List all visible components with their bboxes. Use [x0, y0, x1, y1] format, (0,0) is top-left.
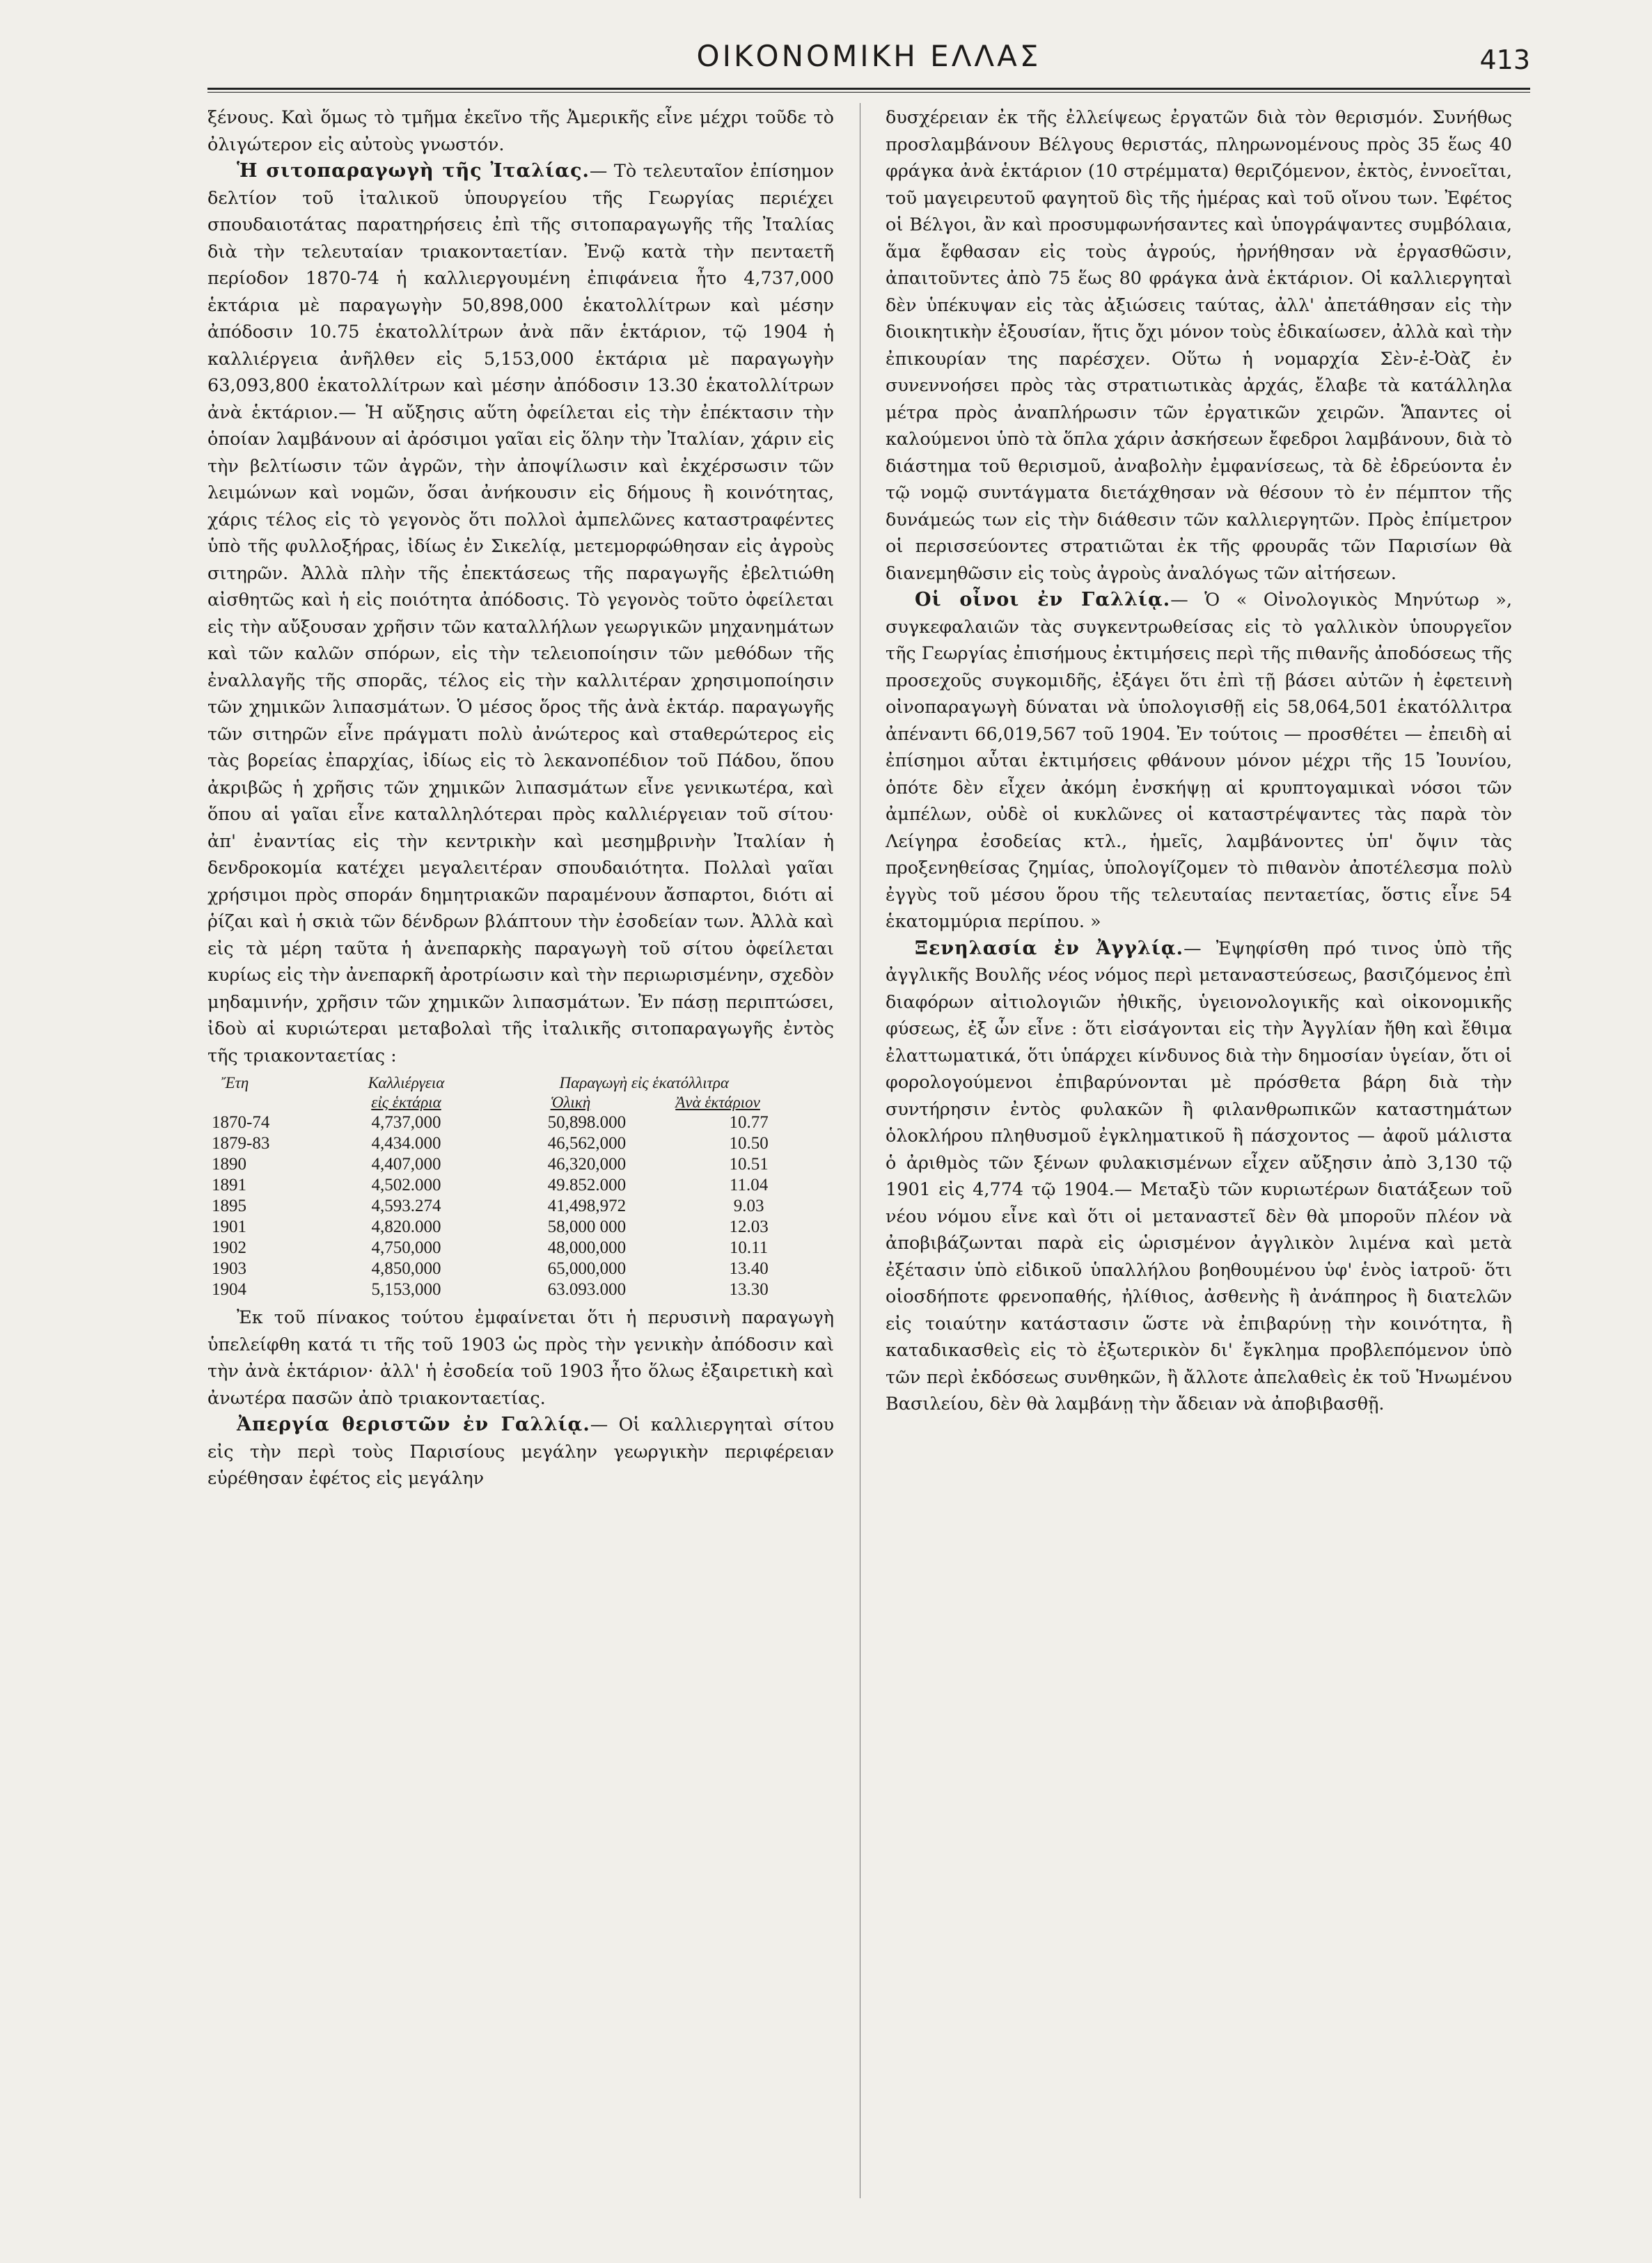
table-row [207, 1238, 806, 1259]
table-cell-total: 63.093.000 [547, 1280, 627, 1299]
section-heading-italian-wheat: Ἡ σιτοπαραγωγὴ τῆς Ἰταλίας. [237, 160, 590, 182]
table-cell-per-hectare: 11.04 [729, 1176, 769, 1194]
table-cell-total: 50,898.000 [547, 1113, 627, 1132]
table-header-area-line2: εἰς ἑκτάρια [371, 1094, 441, 1111]
table-cell-per-hectare: 12.03 [729, 1217, 769, 1236]
page-number: 413 [1479, 45, 1530, 75]
table-header-per-hectare: Ἀνὰ ἑκτάριον [675, 1094, 760, 1111]
section-text-wines-france: — Ὁ « Οἰνολογικὸς Μηνύτωρ », συγκεφαλαιῶν τὰς συγκεντρωθείσας εἰς τὸ γαλλικὸν ὑπουργεῖον τῆς Γεωργίας ἐπισήμους ἐκτιμήσεις περὶ τῆς πιθανῆς ἀποδόσεως τῆς προσεχοῦς συγκομιδῆς, ἐξάγει ὅτι ἐπὶ τῇ βάσει αὐτῶν ἡ ἐφετεινὴ οἰνοπαραγωγὴ δύναται νὰ ὑπολογισθῇ εἰς 58,064,501 ἑκατόλλιτρα ἀπέναντι 66,019,567 τοῦ 1904. Ἐν τούτοις — προσθέτει — ἐπειδὴ αἱ ἐπίσημοι αὗται ἐκτιμήσεις φθάνουν μόνον μέχρι τῆς 15 Ἰουνίου, ὁπότε δὲν εἶχεν ἀκόμη ἐνσκήψῃ αἱ κρυπτογαμικαὶ νόσοι τῶν ἀμπέλων, οὐδὲ οἱ κυκλῶνες οἱ καταστρέψαντες τὰς παρὰ τὸν Λείγηρα ἐσοδείας κτλ., ἡμεῖς, λαμβάνοντες ὑπ' ὄψιν τὰς προξενηθείσας ζημίας, ὑπολογίζομεν τὸ πιθανὸν ἀποτέλεσμα πολὺ ἐγγὺς τοῦ μέσου ὅρου τῆς τελευταίας πενταετίας, ὅστις εἶνε 54 ἑκατομμύρια περίπου. » [886, 590, 1512, 932]
table-header-production-label: Παραγωγὴ εἰς ἑκατόλλιτρα [559, 1074, 729, 1091]
section-expulsion-england [886, 936, 1512, 1418]
table-cell-per-hectare: 9.03 [733, 1197, 764, 1215]
section-reapers-strike [207, 1412, 834, 1492]
section-text-reapers-strike: — Οἱ καλλιεργηταὶ σίτου εἰς τὴν περὶ τοὺς Παρισίους μεγάλην γεωργικὴν περιφέρειαν εὑρέθησαν ἐφέτος εἰς μεγάλην [207, 1414, 834, 1489]
table-row [207, 1154, 806, 1175]
section-heading-reapers-strike: Ἀπεργία θεριστῶν ἐν Γαλλίᾳ. [237, 1414, 590, 1435]
table-cell-total: 49.852.000 [547, 1176, 627, 1194]
after-table-paragraph: Ἐκ τοῦ πίνακος τούτου ἐμφαίνεται ὅτι ἡ περυσινὴ παραγωγὴ ὑπελείφθη κατά τι τῆς τοῦ 1903 ὡς πρὸς τὴν γενικὴν ἀπόδοσιν καὶ τὴν ἀνὰ ἑκτάριον· ἀλλ' ἡ ἐσοδεία τοῦ 1903 ἦτο ὅλως ἐξαιρετικὴ καὶ ἀνωτέρα πασῶν ἀπὸ τριακονταετίας. [207, 1307, 834, 1409]
table-cell-total: 48,000,000 [547, 1238, 627, 1257]
table-header-years: Ἔτη [221, 1074, 249, 1091]
table-header-production [482, 1073, 807, 1112]
table-cell-total: 46,320,000 [547, 1155, 627, 1174]
table-cell-total: 41,498,972 [547, 1197, 627, 1215]
table-cell-per-hectare: 13.30 [729, 1280, 769, 1299]
table-row [207, 1112, 806, 1133]
table-cell-area: 4,502.000 [371, 1176, 441, 1194]
table-row [207, 1259, 806, 1279]
table-cell-area: 4,850,000 [371, 1259, 441, 1278]
section-heading-expulsion-england: Ξενηλασία ἐν Ἀγγλίᾳ. [915, 937, 1184, 959]
table-cell-total: 65,000,000 [547, 1259, 627, 1278]
left-column [207, 104, 834, 1492]
table-cell-area: 4,820.000 [371, 1217, 441, 1236]
table-cell-area: 4,434.000 [371, 1134, 441, 1153]
table-row [207, 1133, 806, 1154]
table-cell-area: 4,407,000 [371, 1155, 441, 1174]
right-column [886, 104, 1512, 1418]
table-cell-year: 1879-83 [212, 1134, 270, 1153]
table-cell-per-hectare: 10.50 [729, 1134, 769, 1153]
table-cell-per-hectare: 10.11 [729, 1238, 769, 1257]
table-cell-year: 1904 [212, 1280, 246, 1299]
section-italian-wheat [207, 158, 834, 1069]
table-cell-total: 58,000 000 [547, 1217, 627, 1236]
table-cell-year: 1870-74 [212, 1113, 270, 1132]
table-cell-per-hectare: 10.51 [729, 1155, 769, 1174]
section-heading-wines-france: Οἱ οἶνοι ἐν Γαλλίᾳ. [915, 589, 1171, 610]
table-cell-year: 1901 [212, 1217, 246, 1236]
table-row [207, 1217, 806, 1238]
table-header-area [330, 1073, 482, 1112]
table-cell-area: 4,750,000 [371, 1238, 441, 1257]
table-cell-year: 1890 [212, 1155, 246, 1174]
table-row [207, 1196, 806, 1217]
table-cell-area: 4,593.274 [371, 1197, 441, 1215]
table-cell-year: 1895 [212, 1197, 246, 1215]
continuation-paragraph: δυσχέρειαν ἐκ τῆς ἐλλείψεως ἐργατῶν διὰ τὸν θερισμόν. Συνήθως προσλαμβάνουν Βέλγους θεριστάς, πληρωνομένους πρὸς 35 ἕως 40 φράγκα ἀνὰ ἑκτάριον (10 στρέμματα) θεριζόμενον, ἐκτὸς, ἐννοεῖται, τοῦ μαγειρευτοῦ φαγητοῦ δὶς τῆς ἡμέρας καὶ τοῦ οἴνου των. Ἐφέτος οἱ Βέλγοι, ἂν καὶ προσυμφωνήσαντες καὶ ὑπογράψαντες συμβόλαια, ἅμα ἔφθασαν εἰς τοὺς ἀγρούς, ἠρνήθησαν νὰ ἐργασθῶσιν, ἀπαιτοῦντες ἀπὸ 75 ἕως 80 φράγκα ἀνὰ ἑκτάριον. Οἱ καλλιεργηταὶ δὲν ὑπέκυψαν εἰς τὰς ἀξιώσεις ταύτας, ἀλλ' ἀπετάθησαν εἰς τὴν διοικητικὴν ἐξουσίαν, ἥτις ὄχι μόνον τοὺς ἐδικαίωσεν, ἀλλὰ καὶ τὴν ἐπικουρίαν της παρέσχεν. Οὕτω ἡ νομαρχία Σὲν-ἐ-Ὀὰζ ἐν συνεννοήσει πρὸς τὰς στρατιωτικὰς ἀρχάς, ἔλαβε τὰ κατάλληλα μέτρα πρὸς ἀναπλήρωσιν τῶν ἐργατικῶν χειρῶν. Ἅπαντες οἱ καλούμενοι ὑπὸ τὰ ὅπλα χάριν ἀσκήσεων ἔφεδροι λαμβάνουν, διὰ τὸ διάστημα τοῦ θερισμοῦ, ἀναβολὴν ἐμφανίσεως, τὰ δὲ ἐδρεύοντα ἐν τῷ νομῷ συντάγματα διετάχθησαν νὰ θέσουν τὸ ἐν πέμπτον τῆς δυνάμεώς των εἰς τὴν διάθεσιν τῶν καλλιεργητῶν. Πρὸς ἐπίμετρον οἱ περισσεύοντες στρατιῶται ἐκ τῆς φρουρᾶς τῶν Παρισίων θὰ διανεμηθῶσιν εἰς τοὺς ἀγροὺς ἀναλόγως τῶν αἰτήσεων. [886, 107, 1512, 584]
table-header-total: Ὁλικὴ [550, 1094, 591, 1111]
intro-paragraph: ξένους. Καὶ ὅμως τὸ τμῆμα ἐκεῖνο τῆς Ἀμερικῆς εἶνε μέχρι τοῦδε τὸ ὀλιγώτερον εἰς αὐτοὺς γνωστόν. [207, 107, 834, 155]
header-rule [207, 88, 1530, 93]
table-cell-per-hectare: 10.77 [729, 1113, 769, 1132]
table-cell-year: 1903 [212, 1259, 246, 1278]
section-text-expulsion-england: — Ἐψηφίσθη πρό τινος ὑπὸ τῆς ἀγγλικῆς Βουλῆς νέος νόμος περὶ μεταναστεύσεως, βασιζόμενος ἐπὶ διαφόρων αἰτιολογιῶν ἠθικῆς, ὑγειονολογικῆς καὶ οἰκονομικῆς φύσεως, ἐξ ὧν εἶνε : ὅτι εἰσάγονται εἰς τὴν Ἀγγλίαν ἤθη καὶ ἔθιμα ἐλαττωματικά, ὅτι ὑπάρχει κίνδυνος διὰ τὴν δημοσίαν ὑγείαν, ὅτι οἱ φορολογούμενοι ἐπιβαρύνονται μὲ πρόσθετα βάρη διὰ τὴν συντήρησιν ἐντὸς φυλακῶν ἢ φιλανθρωπικῶν καταστημάτων ὁλοκλήρου πληθυσμοῦ ἐγκληματικοῦ ἢ πάσχοντος — ἀφοῦ μάλιστα ὁ ἀριθμὸς τῶν ξένων φυλακισμένων εἶχεν αὔξησιν ἀπὸ 3,130 τῷ 1901 εἰς 4,774 τῷ 1904.— Μεταξὺ τῶν κυριωτέρων διατάξεων τοῦ νέου νόμου εἶνε καὶ ὅτι οἱ μεταναστεῖ δὲν θὰ μποροῦν πλέον νὰ ἀποβιβάζωνται παρὰ εἰς ὡρισμένον ἀγγλικὸν λιμένα καὶ μετὰ ἐξέτασιν ὑπὸ εἰδικοῦ ὑπαλλήλου βοηθουμένου ὑφ' ἑνὸς ἰατροῦ· ὅτι οἱοσδήποτε φρενοπαθής, ἠλίθιος, ἀσθενὴς ἢ ἀνάπηρος ἢ διατελῶν εἰς τοιαύτην κατάστασιν ὥστε νὰ ἐπιβαρύνῃ τὴν κοινότητα, ἢ καταδικασθεὶς εἰς τὸ ἐξωτερικὸν δι' ἔγκλημα προβλεπόμενον ὑπὸ τῶν περὶ ἐκδόσεως συνθηκῶν, ἢ ἄλλοτε ἀπελαθεὶς ἐκ τοῦ Ἡνωμένου Βασιλείου, δὲν θὰ λαμβάνῃ τὴν ἄδειαν νὰ ἀποβιβασθῇ. [886, 938, 1512, 1414]
table-row [207, 1175, 806, 1196]
running-title: ΟΙΚΟΝΟΜΙΚΗ ΕΛΛΑΣ [696, 39, 1041, 73]
table-cell-year: 1902 [212, 1238, 246, 1257]
table-cell-year: 1891 [212, 1176, 246, 1194]
table-cell-area: 4,737,000 [371, 1113, 441, 1132]
table-header-area-line1: Καλλιέργεια [368, 1074, 445, 1091]
section-text-italian-wheat: — Τὸ τελευταῖον ἐπίσημον δελτίον τοῦ ἰταλικοῦ ὑπουργείου τῆς Γεωργίας περιέχει σπουδαιοτάτας παρατηρήσεις ἐπὶ τῆς σιτοπαραγωγῆς τῆς Ἰταλίας διὰ τὴν τελευταίαν τριακονταετίαν. Ἐνῷ κατὰ τὴν πενταετῆ περίοδον 1870-74 ἡ καλλιεργουμένη ἐπιφάνεια ἦτο 4,737,000 ἑκτάρια μὲ παραγωγὴν 50,898,000 ἑκατολλίτρων καὶ μέσην ἀπόδοσιν 10.75 ἑκατολλίτρων ἀνὰ πᾶν ἑκτάριον, τῷ 1904 ἡ καλλιέργεια ἀνῆλθεν εἰς 5,153,000 ἑκτάρια μὲ παραγωγὴν 63,093,800 ἑκατολλίτρων καὶ μέσην ἀπόδοσιν 13.30 ἑκατολλίτρων ἀνὰ ἑκτάριον.— Ἡ αὔξησις αὕτη ὀφείλεται εἰς τὴν ἐπέκτασιν τὴν ὁποίαν λαμβάνουν αἱ ἀρόσιμοι γαῖαι εἰς ὅλην τὴν Ἰταλίαν, χάριν εἰς τὴν βελτίωσιν τῶν ἀγρῶν, τὴν ἀποψίλωσιν καὶ ἐκχέρσωσιν τῶν λειμώνων καὶ νομῶν, ὅσαι ἀνήκουσιν εἰς δήμους ἢ κοινότητας, χάρις τέλος εἰς τὸ γεγονὸς ὅτι πολλοὶ ἀμπελῶνες καταστραφέντες ὑπὸ τῆς φυλλοξήρας, ἰδίως ἐν Σικελίᾳ, μετεμορφώθησαν εἰς ἀγροὺς σιτηρῶν. Ἀλλὰ πλὴν τῆς ἐπεκτάσεως τῆς παραγωγῆς ἐβελτιώθη αἰσθητῶς καὶ ἡ εἰς ποιότητα ἀπόδοσις. Τὸ γεγονὸς τοῦτο ὀφείλεται εἰς τὴν αὔξουσαν χρῆσιν τῶν καταλλήλων γεωργικῶν μηχανημάτων καὶ τῶν καλῶν σπόρων, εἰς τὴν τελειοποίησιν τῶν μεθόδων τῆς ἐναλλαγῆς τῆς σπορᾶς, τέλος εἰς τὴν καλλιτέραν χρησιμοποίησιν τῶν χημικῶν λιπασμάτων. Ὁ μέσος ὅρος τῆς ἀνὰ ἑκτάρ. παραγωγῆς τῶν σιτηρῶν εἶνε πράγματι πολὺ ἀνώτερος καὶ σταθερώτερος εἰς τὰς βορείας ἐπαρχίας, ἰδίως εἰς τὸ λεκανοπέδιον τοῦ Πάδου, ὅπου ἀκριβῶς ἡ χρῆσις τῶν χημικῶν λιπασμάτων εἶνε γενικωτέρα, καὶ ὅπου αἱ γαῖαι εἶνε καταλληλότεραι πρὸς καλλιέργειαν τοῦ σίτου· ἀπ' ἐναντίας εἰς τὴν κεντρικὴν καὶ μεσημβρινὴν Ἰταλίαν ἡ δενδροκομία κατέχει μεγαλειτέραν σπουδαιότητα. Πολλαὶ γαῖαι χρήσιμοι πρὸς σποράν δημητριακῶν παραμένουν ἄσπαρτοι, διότι αἱ ῥίζαι καὶ ἡ σκιὰ τῶν δένδρων βλάπτουν τὴν ἐσοδείαν των. Ἀλλὰ καὶ εἰς τὰ μέρη ταῦτα ἡ ἀνεπαρκὴς παραγωγὴ τοῦ σίτου ὀφείλεται κυρίως εἰς τὴν ἀνεπαρκῆ ἀροτρίωσιν καὶ τὴν περιωρισμένην, σχεδὸν μηδαμινήν, χρῆσιν τῶν χημικῶν λιπασμάτων. Ἐν πάσῃ περιπτώσει, ἰδοὺ αἱ κυριώτεραι μεταβολαὶ τῆς ἰταλικῆς σιτοπαραγωγῆς ἐντὸς τῆς τριακονταετίας : [207, 161, 834, 1066]
table-cell-area: 5,153,000 [371, 1280, 441, 1299]
wheat-production-table [207, 1073, 806, 1300]
table-row [207, 1279, 806, 1300]
section-wines-france [886, 587, 1512, 936]
page-header [207, 35, 1530, 84]
table-cell-per-hectare: 13.40 [729, 1259, 769, 1278]
table-cell-total: 46,562,000 [547, 1134, 627, 1153]
